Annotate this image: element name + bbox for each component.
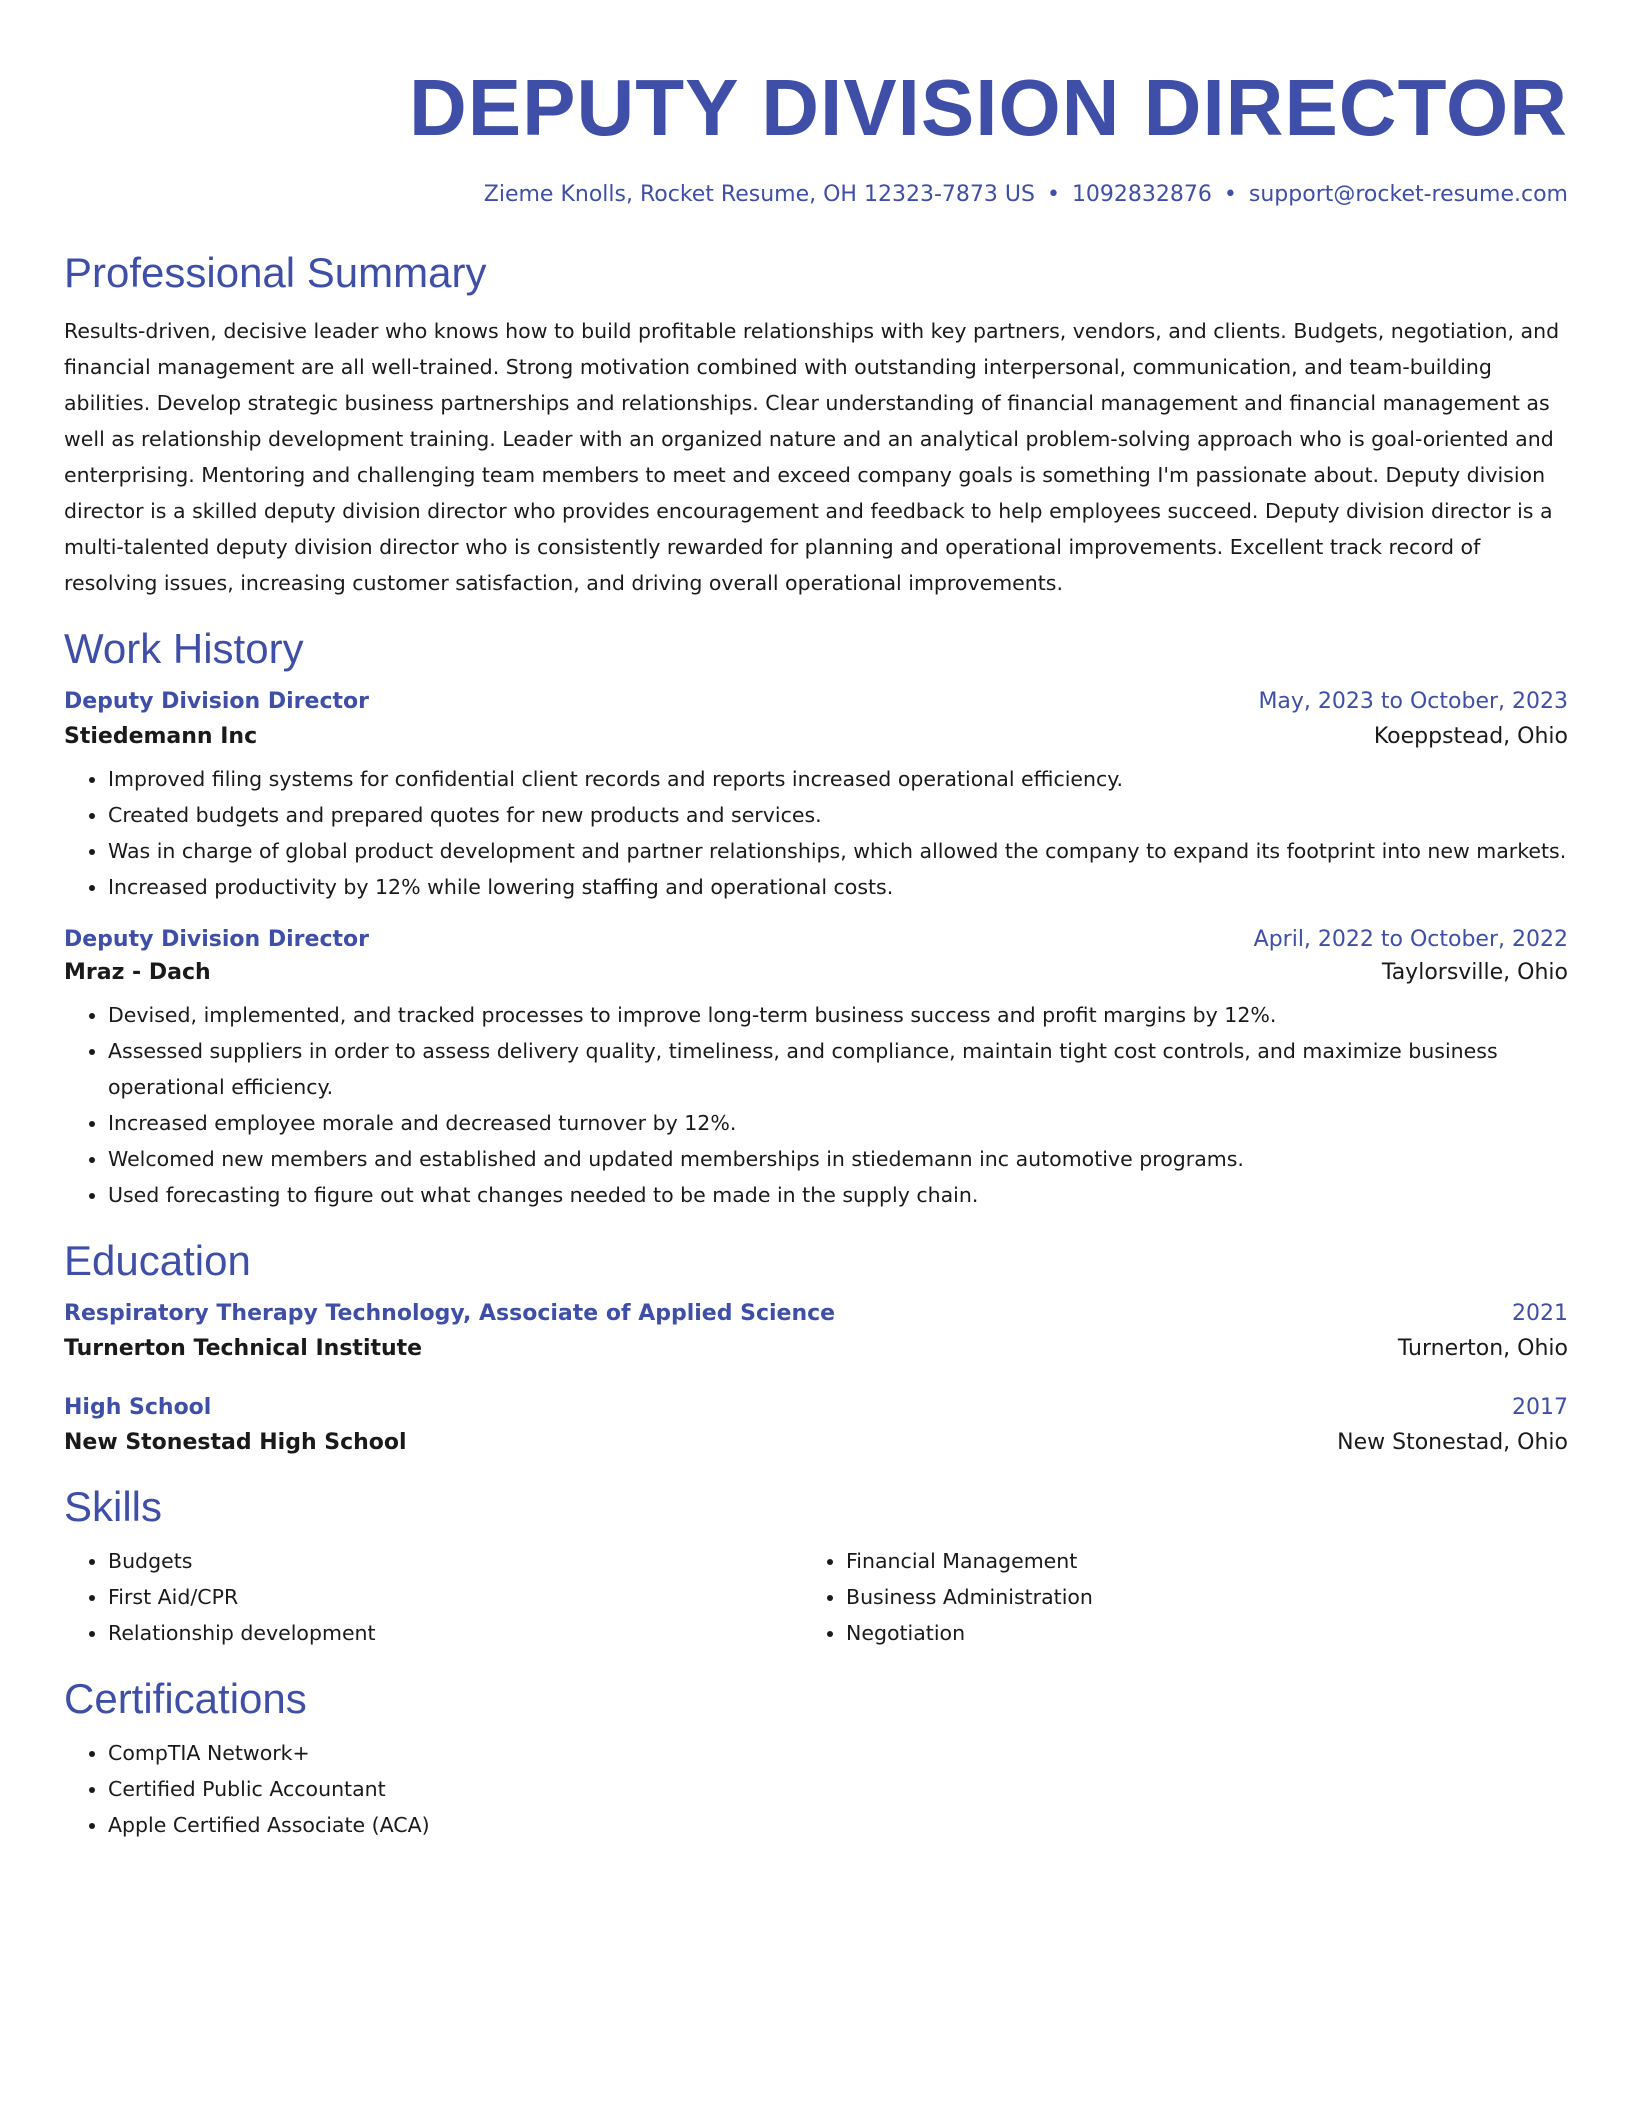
education-school: New Stonestad High School [64,1430,407,1455]
job-bullet: • Increased employee morale and decreased turnover by 12%. [108,1105,1568,1141]
job-dates: May, 2023 to October, 2023 [1258,689,1568,714]
education-entry [64,1301,1568,1361]
contact-address: Zieme Knolls, Rocket Resume, OH 12323-7873 US [483,182,1035,207]
job-bullet: • Improved filing systems for confidential client records and reports increased operational efficiency. [108,761,1568,797]
education-header-row [64,1395,1568,1420]
contact-email: support@rocket-resume.com [1248,182,1568,207]
education-heading: Education [64,1237,251,1284]
job-employer-row [64,724,1568,749]
skill-item: • First Aid/CPR [108,1579,802,1615]
education-location: Turnerton, Ohio [1397,1336,1568,1361]
job-title: Deputy Division Director [64,927,369,952]
education-school-row [64,1430,1568,1455]
education-school: Turnerton Technical Institute [64,1336,423,1361]
contact-separator: • [1223,182,1237,207]
job-header-row [64,689,1568,714]
summary-text: Results-driven, decisive leader who knows how to build profitable relationships with key partners, vendors, and clients. Budgets, negotiation, and financial management are all well-trained. Strong motivation combined with outstanding interpersonal, communication, and team-building abilities. Develop strategic business partnerships and relationships. Clear understanding of financial management and financial management as well as relationship development training. Leader with an organized nature and an analytical problem-solving approach who is goal-oriented and enterprising. Mentoring and challenging team members to meet and exceed company goals is something I'm passionate about. Deputy division director is a skilled deputy division director who provides encouragement and feedback to help employees succeed. Deputy division director is a multi-talented deputy division director who is consistently rewarded for planning and operational improvements. Excellent track record of resolving issues, increasing customer satisfaction, and driving overall operational improvements. [64,319,1560,595]
job-entry [64,689,1568,905]
education-year: 2017 [1512,1395,1568,1420]
job-bullet: • Welcomed new members and established and updated memberships in stiedemann inc automotive programs. [108,1141,1568,1177]
skills-list-left [64,1543,802,1651]
skill-item: • Budgets [108,1543,802,1579]
job-employer-row [64,960,1568,985]
skills-list-right [802,1543,1540,1651]
job-bullet: • Assessed suppliers in order to assess delivery quality, timeliness, and compliance, maintain tight cost controls, and maximize business operational efficiency. [108,1033,1568,1105]
certification-item: • Certified Public Accountant [108,1771,1568,1807]
education-degree: High School [64,1395,212,1420]
job-bullet: • Created budgets and prepared quotes for new products and services. [108,797,1568,833]
skill-item: • Financial Management [846,1543,1540,1579]
skill-item: • Relationship development [108,1615,802,1651]
job-bullet: • Increased productivity by 12% while lowering staffing and operational costs. [108,869,1568,905]
certification-item: • CompTIA Network+ [108,1735,1568,1771]
job-dates: April, 2022 to October, 2022 [1253,927,1568,952]
education-school-row [64,1336,1568,1361]
job-bullets [64,761,1568,905]
skills-grid [64,1543,1568,1651]
job-employer: Mraz - Dach [64,960,211,985]
education-header-row [64,1301,1568,1326]
job-bullet: • Used forecasting to figure out what changes needed to be made in the supply chain. [108,1177,1568,1213]
education-degree: Respiratory Therapy Technology, Associate of Applied Science [64,1301,836,1326]
job-location: Koeppstead, Ohio [1373,724,1568,749]
contact-line [64,182,1568,207]
job-bullet: • Was in charge of global product development and partner relationships, which allowed the company to expand its footprint into new markets. [108,833,1568,869]
job-employer: Stiedemann Inc [64,724,258,749]
education-entry [64,1395,1568,1455]
certifications-heading: Certifications [64,1675,307,1722]
job-entry [64,927,1568,1213]
summary-heading: Professional Summary [64,249,487,296]
job-title: Deputy Division Director [64,689,369,714]
work-history-heading: Work History [64,625,304,672]
certifications-list [64,1735,1568,1843]
education-year: 2021 [1512,1301,1568,1326]
skill-item: • Business Administration [846,1579,1540,1615]
job-bullet: • Devised, implemented, and tracked processes to improve long-term business success and profit margins by 12%. [108,997,1568,1033]
contact-separator: • [1046,182,1060,207]
education-location: New Stonestad, Ohio [1337,1430,1568,1455]
contact-phone: 1092832876 [1071,182,1212,207]
job-location: Taylorsville, Ohio [1381,960,1568,985]
resume-title: DEPUTY DIVISION DIRECTOR [409,63,1568,152]
skills-heading: Skills [64,1483,163,1530]
certification-item: • Apple Certified Associate (ACA) [108,1807,1568,1843]
skill-item: • Negotiation [846,1615,1540,1651]
job-header-row [64,927,1568,952]
job-bullets [64,997,1568,1213]
